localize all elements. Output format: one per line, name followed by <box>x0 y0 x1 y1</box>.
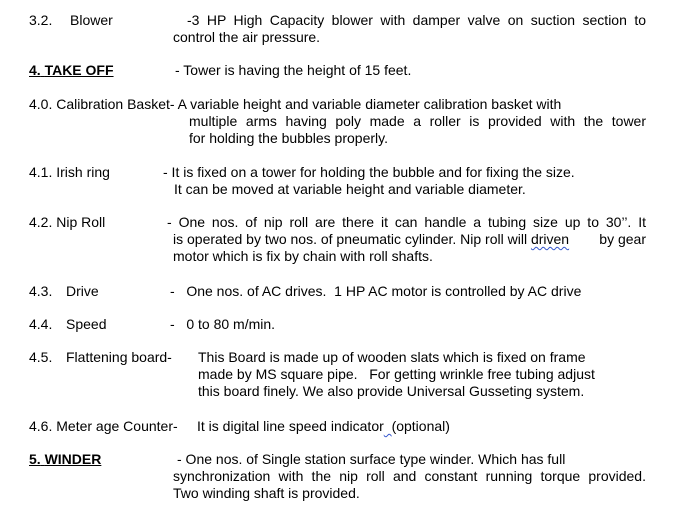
section-4-3-title: Drive <box>66 283 99 299</box>
section-4-4-title: Speed <box>66 316 107 332</box>
spellcheck-underline <box>384 418 392 434</box>
section-3-2-title: Blower <box>70 12 113 28</box>
section-4-5-line-3: this board finely. We also provide Universal Gusseting system. <box>198 383 585 399</box>
section-5-line-3: Two winding shaft is provided. <box>173 485 360 501</box>
section-4-5-number: 4.5. <box>29 349 53 365</box>
section-4-4-number: 4.4. <box>29 316 53 332</box>
section-4-2-line-2: is operated by two nos. of pneumatic cylinder. Nip roll will driven by gear <box>173 231 646 247</box>
section-5-line-1: - One nos. of Single station surface type winder. Which has full <box>177 451 566 467</box>
section-3-2-number: 3.2. <box>29 12 53 28</box>
section-5-heading: 5. WINDER <box>29 451 102 467</box>
section-4-1-heading: 4.1. Irish ring <box>29 164 110 180</box>
section-4-6-line-1: It is digital line speed indicator (optional) <box>197 418 450 434</box>
section-3-2-line-2: control the air pressure. <box>173 29 321 45</box>
section-4-5-line-1: This Board is made up of wooden slats which is fixed on frame <box>198 349 586 365</box>
section-4-1-line-2: It can be moved at variable height and variable diameter. <box>174 181 526 197</box>
section-4-1-line-1: - It is fixed on a tower for holding the bubble and for fixing the size. <box>163 164 575 180</box>
section-4-0-line-2: multiple arms having poly made a roller is provided with the tower <box>189 113 646 129</box>
section-4-3-line-1: - One nos. of AC drives. 1 HP AC motor is controlled by AC drive <box>170 283 582 299</box>
section-4-line-1: - Tower is having the height of 15 feet. <box>175 62 412 78</box>
section-5-line-2: synchronization with the nip roll and constant running torque provided. <box>173 468 646 484</box>
spellcheck-underline: driven <box>530 231 570 247</box>
section-4-heading: 4. TAKE OFF <box>29 62 114 78</box>
section-4-0-heading: 4.0. Calibration Basket- A variable height and variable diameter calibration basket with <box>29 96 562 112</box>
section-4-5-title: Flattening board- <box>66 349 172 365</box>
section-4-2-line-3: motor which is fix by chain with roll shafts. <box>173 248 433 264</box>
section-4-4-line-1: - 0 to 80 m/min. <box>170 316 276 332</box>
section-4-2-heading: 4.2. Nip Roll <box>29 214 106 230</box>
section-4-0-line-3: for holding the bubbles properly. <box>189 130 388 146</box>
section-4-3-number: 4.3. <box>29 283 53 299</box>
section-4-6-heading: 4.6. Meter age Counter- <box>29 418 178 434</box>
section-3-2-line-1: -3 HP High Capacity blower with damper valve on suction section to <box>187 12 646 28</box>
section-4-5-line-2: made by MS square pipe. For getting wrinkle free tubing adjust <box>198 366 595 382</box>
section-4-2-line-1: - One nos. of nip roll are there it can handle a tubing size up to 30’’. It <box>167 214 646 230</box>
